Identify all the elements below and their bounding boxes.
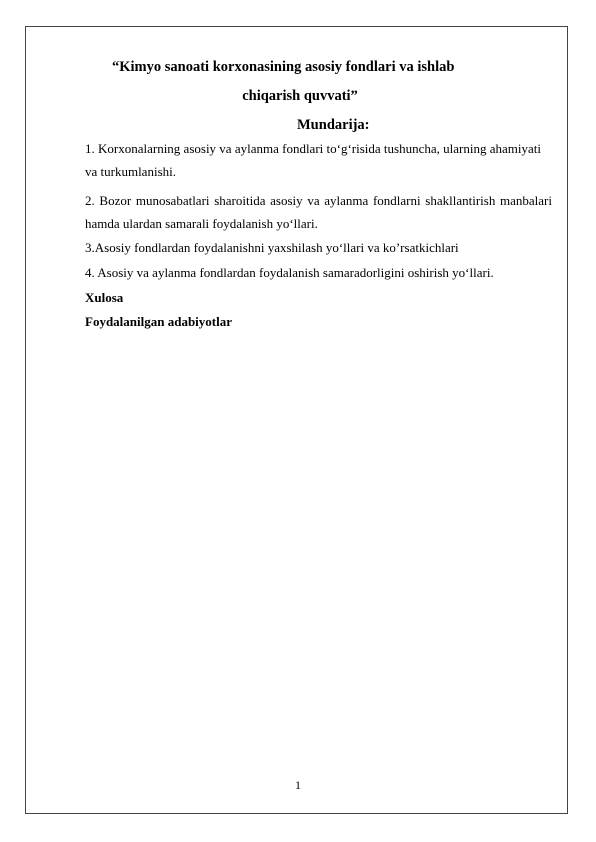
toc-references: Foydalanilgan adabiyotlar: [85, 314, 232, 329]
toc-item-2: 2. Bozor munosabatlari sharoitida asosiy va aylanma fondlarni shakllantirish manbalari hamda ulardan samarali foydalanish yo‘llari.: [85, 193, 552, 231]
document-title-line-2: chiqarish quvvati”: [242, 88, 358, 104]
table-of-contents-heading: Mundarija:: [297, 117, 370, 133]
document-title-line-1: “Kimyo sanoati korxonasining asosiy fondlari va ishlab: [112, 59, 455, 75]
page-number: 1: [295, 778, 301, 792]
toc-item-4: 4. Asosiy va aylanma fondlardan foydalanish samaradorligini oshirish yo‘llari.: [85, 265, 494, 280]
toc-item-3: 3.Asosiy fondlardan foydalanishni yaxshilash yo‘llari va ko’rsatkichlari: [85, 240, 459, 255]
toc-conclusion: Xulosa: [85, 290, 124, 305]
toc-item-1: 1. Korxonalarning asosiy va aylanma fondlari to‘g‘risida tushuncha, ularning ahamiyati va turkumlanishi.: [85, 141, 541, 179]
